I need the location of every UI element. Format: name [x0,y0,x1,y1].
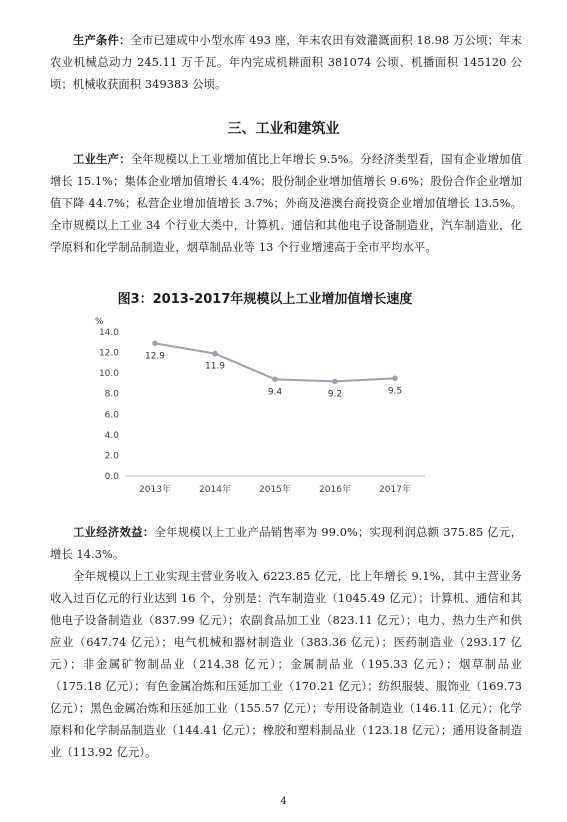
x-tick-label: 2014年 [199,485,231,495]
x-tick-label: 2013年 [139,485,171,495]
data-point [212,351,218,357]
page-number: 4 [280,796,287,807]
x-tick-label: 2016年 [319,485,351,495]
y-tick-label: 8.0 [104,389,119,400]
series-line [155,343,395,381]
chart-title: 图3：2013-2017年规模以上工业增加值增长速度 [117,292,413,307]
data-label: 9.5 [387,386,403,397]
y-tick-label: 6.0 [104,410,119,421]
data-label: 12.9 [144,351,166,362]
y-tick-label: 2.0 [104,451,119,462]
data-point [392,375,398,381]
y-tick-label: 4.0 [104,430,119,441]
y-tick-label: 10.0 [98,369,119,380]
data-label: 9.4 [267,387,283,398]
production-label: 生产条件： [73,34,131,47]
chart [85,288,445,503]
efficiency-text: 全年规模以上工业产品销售率为 99.0%；实现利润总额 375.85 亿元，增长 14.3%。 [50,526,522,561]
y-tick-label: 12.0 [98,348,119,359]
y-tick-label: 0.0 [104,472,119,482]
section-title: 三、工业和建筑业 [227,121,340,137]
y-tick-label: 14.0 [98,328,119,338]
production-paragraph [50,30,522,96]
x-tick-label: 2015年 [259,485,291,495]
data-point [272,377,278,383]
data-point [332,379,338,385]
data-point [152,341,158,347]
industry-label: 工业生产： [73,153,131,166]
revenue-paragraph: 全年规模以上工业实现主营业务收入 6223.85 亿元，比上年增长 9.1%，其中主营业务收入过百亿元的行业达到 16 个，分别是：汽车制造业（1045.49 亿元）；计算机、通信和其他电子设备制造业（837.99 亿元）；农副食品加工业（823.11 亿元）；电力、热力生产和供应业（647.74 亿元）；电气机械和器材制造业（383.36 亿元）；医药制造业（293.17 亿元）；非金属矿物制品业（214.38 亿元）；金属制品业（195.33 亿元）；烟草制品业（175.18 亿元）；有色金属冶炼和压延加工业（170.21 亿元）；纺织服装、服饰业（169.73 亿元）；黑色金属冶炼和压延加工业（155.57 亿元）；专用设备制造业（146.11 亿元）；化学原料和化学制品制造业（144.41 亿元）；橡胶和塑料制品业（123.18 亿元）；通用设备制造业（113.92 亿元）。 [50,570,522,759]
y-axis-unit: % [95,317,104,327]
data-label: 11.9 [204,361,226,372]
x-tick-label: 2017年 [379,485,411,495]
industry-paragraph [50,149,522,259]
production-text: 全市已建成中小型水库 493 座，年末农田有效灌溉面积 18.98 万公顷；年末农业机械总动力 245.11 万千瓦。年内完成机耕面积 381074 公顷、机播面积 145120 公顷；机械收获面积 349383 公顷。 [50,34,522,91]
data-label: 9.2 [327,389,343,400]
efficiency-label: 工业经济效益： [73,526,155,539]
chart-svg [85,288,445,503]
industry-text: 全年规模以上工业增加值比上年增长 9.5%。分经济类型看，国有企业增加值增长 15.1%；集体企业增加值增长 4.4%；股份制企业增加值增长 9.6%；股份合作企业增加值下降 44.7%；私营企业增加值增长 3.7%；外商及港澳台商投资企业增加值增长 13.5%。全市规模以上工业 34 个行业大类中，计算机、通信和其他电子设备制造业，汽车制造业，化学原料和化学制品制造业，烟草制品业等 13 个行业增速高于全市平均水平。 [50,153,522,254]
efficiency-paragraph [50,522,522,566]
